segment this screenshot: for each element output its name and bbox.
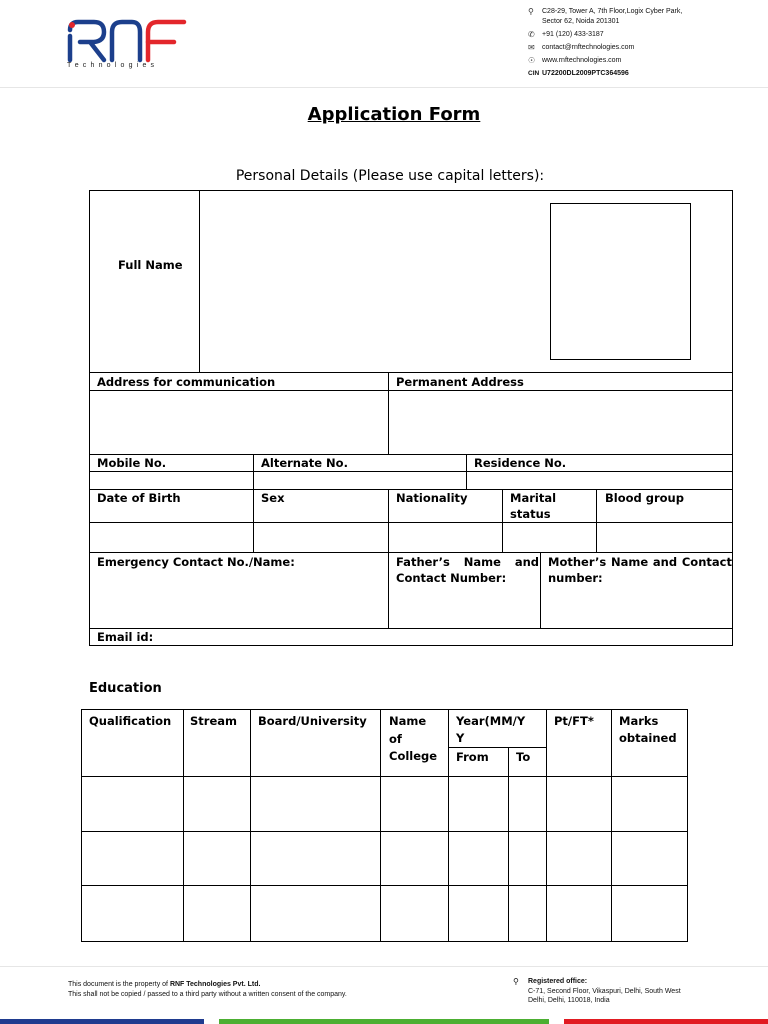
registered-office — [513, 977, 713, 1006]
edu-cell[interactable] — [81, 831, 184, 886]
stream-label: Stream — [190, 714, 237, 728]
ptft-label: Pt/FT* — [554, 714, 594, 728]
edu-cell[interactable] — [508, 885, 547, 942]
alternate-label: Alternate No. — [261, 456, 348, 470]
edu-cell[interactable] — [250, 776, 381, 832]
address-comm-label: Address for communication — [97, 375, 276, 389]
to-label: To — [516, 750, 531, 764]
form-subtitle: Personal Details (Please use capital letters): — [235, 168, 545, 184]
full-name-label-cell — [89, 190, 200, 373]
cin-value: U72200DL2009PTC364596 — [542, 69, 629, 77]
edu-cell[interactable] — [250, 885, 381, 942]
sex-label: Sex — [261, 491, 285, 505]
footer-bar-red — [564, 1019, 768, 1024]
residence-field[interactable] — [466, 471, 733, 490]
father-label-line1: Father’s Name and — [396, 555, 539, 569]
residence-label: Residence No. — [474, 456, 567, 470]
edu-cell[interactable] — [250, 831, 381, 886]
full-name-label: Full Name — [118, 258, 183, 272]
edu-cell[interactable] — [448, 885, 509, 942]
edu-cell[interactable] — [546, 776, 612, 832]
email-field[interactable] — [89, 628, 733, 646]
form-title: Application Form — [307, 104, 481, 125]
footer-company-name: RNF Technologies Pvt. Ltd. — [169, 981, 261, 988]
email-label: Email id: — [97, 630, 154, 644]
location-pin-icon: ⚲ — [513, 977, 519, 986]
alternate-field[interactable] — [253, 471, 467, 490]
edu-cell[interactable] — [380, 885, 449, 942]
edu-cell[interactable] — [81, 776, 184, 832]
edu-cell[interactable] — [380, 831, 449, 886]
registered-office-line1: C-71, Second Floor, Vikaspuri, Delhi, South West — [528, 987, 681, 995]
nationality-label: Nationality — [396, 491, 468, 505]
marks-label: Marks obtained — [619, 714, 677, 745]
location-pin-icon: ⚲ — [528, 7, 534, 16]
cin-label: CIN — [528, 69, 540, 77]
letterhead-header — [0, 0, 768, 88]
edu-cell[interactable] — [611, 885, 688, 942]
footer-bar-blue — [0, 1019, 204, 1024]
edu-cell[interactable] — [448, 831, 509, 886]
father-contact-label — [396, 554, 539, 586]
mother-label-line1: Mother’s Name and Contact — [548, 555, 732, 569]
address-comm-field[interactable] — [89, 390, 389, 455]
photo-box[interactable] — [550, 203, 691, 360]
footer-divider — [0, 966, 768, 967]
edu-cell[interactable] — [448, 776, 509, 832]
permanent-address-label: Permanent Address — [396, 375, 524, 389]
from-label: From — [456, 750, 489, 764]
address-line-2: Sector 62, Noida 201301 — [542, 17, 620, 25]
address-line-1: C28-29, Tower A, 7th Floor,Logix Cyber Park, — [542, 8, 683, 15]
father-label-line2: Contact Number: — [396, 571, 507, 585]
college-label: Name of College — [389, 714, 438, 763]
edu-cell[interactable] — [546, 885, 612, 942]
logo-subtext: Technologies — [67, 62, 159, 69]
dob-label: Date of Birth — [97, 491, 181, 505]
contact-block — [528, 7, 764, 82]
edu-cell[interactable] — [508, 776, 547, 832]
edu-cell[interactable] — [611, 776, 688, 832]
edu-cell[interactable] — [183, 885, 251, 942]
edu-cell[interactable] — [183, 776, 251, 832]
footer-bar-green — [219, 1019, 549, 1024]
registered-office-label: Registered office: — [528, 978, 588, 985]
qualification-label: Qualification — [89, 714, 172, 728]
dob-field[interactable] — [89, 522, 254, 553]
footer-disclaimer-line2: This shall not be copied / passed to a third party without a written consent of the company. — [68, 990, 347, 998]
edu-cell[interactable] — [508, 831, 547, 886]
phone-text: +91 (120) 433-3187 — [542, 30, 604, 38]
edu-cell[interactable] — [611, 831, 688, 886]
sex-field[interactable] — [253, 522, 389, 553]
mother-contact-label — [548, 554, 732, 586]
website-text: www.rnftechnologies.com — [542, 56, 622, 64]
marital-label — [510, 490, 556, 522]
email-text: contact@rnftechnologies.com — [542, 43, 635, 51]
phone-icon: ✆ — [528, 29, 535, 39]
board-label: Board/University — [258, 714, 367, 728]
marital-field[interactable] — [502, 522, 597, 553]
registered-office-line2: Delhi, Delhi, 110018, India — [528, 997, 610, 1004]
globe-icon: ☉ — [528, 55, 536, 65]
education-title: Education — [89, 681, 162, 696]
envelope-icon: ✉ — [528, 42, 535, 52]
edu-cell[interactable] — [546, 831, 612, 886]
blood-group-field[interactable] — [596, 522, 733, 553]
edu-cell[interactable] — [81, 885, 184, 942]
edu-cell[interactable] — [183, 831, 251, 886]
edu-cell[interactable] — [380, 776, 449, 832]
footer-disclaimer: This document is the property of RNF Technologies Pvt. Ltd. This shall not be copied / passed to a third party without a written consent of the company. — [68, 981, 347, 998]
marital-label-line1: Marital — [510, 491, 557, 505]
permanent-address-field[interactable] — [388, 390, 733, 455]
mobile-field[interactable] — [89, 471, 254, 490]
marital-label-line2: status — [510, 507, 551, 521]
nationality-field[interactable] — [388, 522, 503, 553]
emergency-contact-label: Emergency Contact No./Name: — [97, 555, 295, 569]
mobile-label: Mobile No. — [97, 456, 167, 470]
year-label: Year(MM/Y Y — [456, 714, 526, 745]
blood-group-label: Blood group — [605, 491, 684, 505]
mother-label-line2: number: — [548, 571, 603, 585]
